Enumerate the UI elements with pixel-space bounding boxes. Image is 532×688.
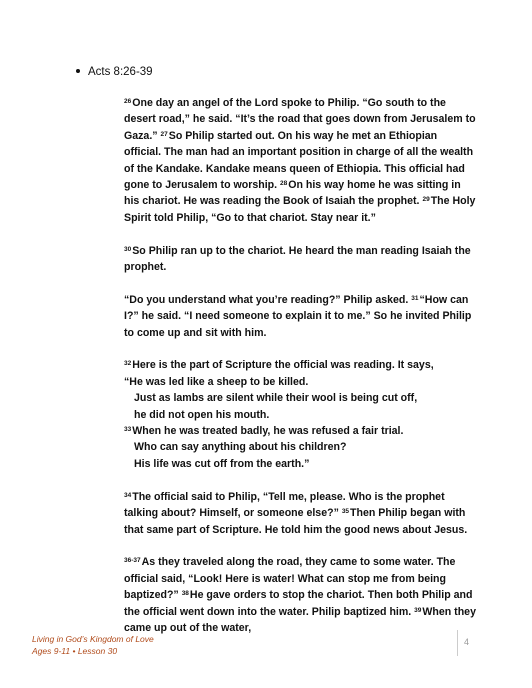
paragraph (124, 292, 476, 341)
verse-number: 33 (124, 426, 132, 434)
verse-text: So Philip ran up to the chariot. He heard the man reading Isaiah the prophet. (124, 244, 471, 274)
quote-block (124, 374, 476, 472)
footer-subtitle: Ages 9-11 • Lesson 30 (32, 646, 118, 656)
scripture-reference (76, 66, 153, 78)
verse-text: As they traveled along the road, they came to some water. The official said, “Look! Here is water! What can stop me from being baptized?” (124, 556, 456, 602)
passage-part-1 (124, 95, 476, 341)
quote-intro (124, 357, 476, 373)
poem-line: Just as lambs are silent while their wool is being cut off, (134, 392, 418, 405)
verse-number: 39 (414, 606, 422, 614)
poem-line: Who can say anything about his children? (134, 441, 347, 454)
paragraph (124, 243, 476, 276)
verse-number: 28 (280, 180, 288, 188)
page-number: 4 (464, 637, 470, 647)
verse-number: 34 (124, 491, 132, 499)
verse-text: When they came up out of the water, (124, 605, 476, 634)
poem-line: “He was led like a sheep to be killed. (124, 375, 309, 388)
paragraph (124, 489, 476, 538)
passage-part-2 (124, 489, 476, 637)
verse-text: “How can I?” he said. “I need someone to explain it to me.” So he invited Philip to come up and sit with him. (124, 293, 472, 339)
verse-text: One day an angel of the Lord spoke to Philip. “Go south to the desert road,” he said. “It’s the road that goes down from Jerusalem to Gaza.” (124, 97, 476, 142)
poem-line (124, 423, 476, 439)
verse-number: 31 (411, 294, 419, 302)
verse-text: On his way home he was sitting in his chariot. He was reading the Book of Isaiah the prophet. (124, 179, 461, 208)
poem-line: he did not open his mouth. (134, 408, 270, 421)
verse-text: He gave orders to stop the chariot. Then both Philip and the official went down into the water. Philip baptized him. (124, 589, 473, 618)
paragraph (124, 554, 476, 636)
verse-text: Then Philip began with that same part of Scripture. He told him the good news about Jesus. (124, 507, 468, 536)
verse-text: So Philip started out. On his way he met an Ethiopian official. The man had an important position in charge of all the wealth of the Kandake. Kandake means queen of Ethiopia. This official had gone to Jerusalem to worship. (124, 129, 474, 192)
verse-text: When he was treated badly, he was refused a fair trial. (132, 425, 404, 438)
reference-text: Acts 8:26-39 (88, 66, 153, 78)
footer-divider (457, 630, 458, 656)
verse-text: “Do you understand what you’re reading?” Philip asked. (124, 293, 412, 306)
verse-text: Here is the part of Scripture the official was reading. It says, (132, 359, 434, 372)
verse-number: 36-37 (124, 557, 141, 565)
footer (32, 633, 154, 657)
verse-number: 29 (422, 196, 430, 204)
verse-number: 32 (124, 360, 132, 368)
poem-line: His life was cut off from the earth.” (134, 457, 310, 470)
verse-number: 26 (124, 98, 132, 105)
verse-number: 35 (341, 508, 350, 516)
footer-title: Living in God’s Kingdom of Love (32, 634, 154, 644)
scripture-passage (124, 95, 476, 653)
verse-text: The Holy Spirit told Philip, “Go to that chariot. Stay near it.” (124, 195, 476, 224)
bullet-icon (76, 69, 80, 73)
paragraph (124, 95, 476, 226)
verse-text: The official said to Philip, “Tell me, please. Who is the prophet talking about? Himself, or someone else?” (124, 490, 445, 520)
verse-number: 27 (160, 130, 168, 138)
verse-number: 30 (124, 245, 132, 253)
verse-number: 38 (181, 590, 189, 598)
